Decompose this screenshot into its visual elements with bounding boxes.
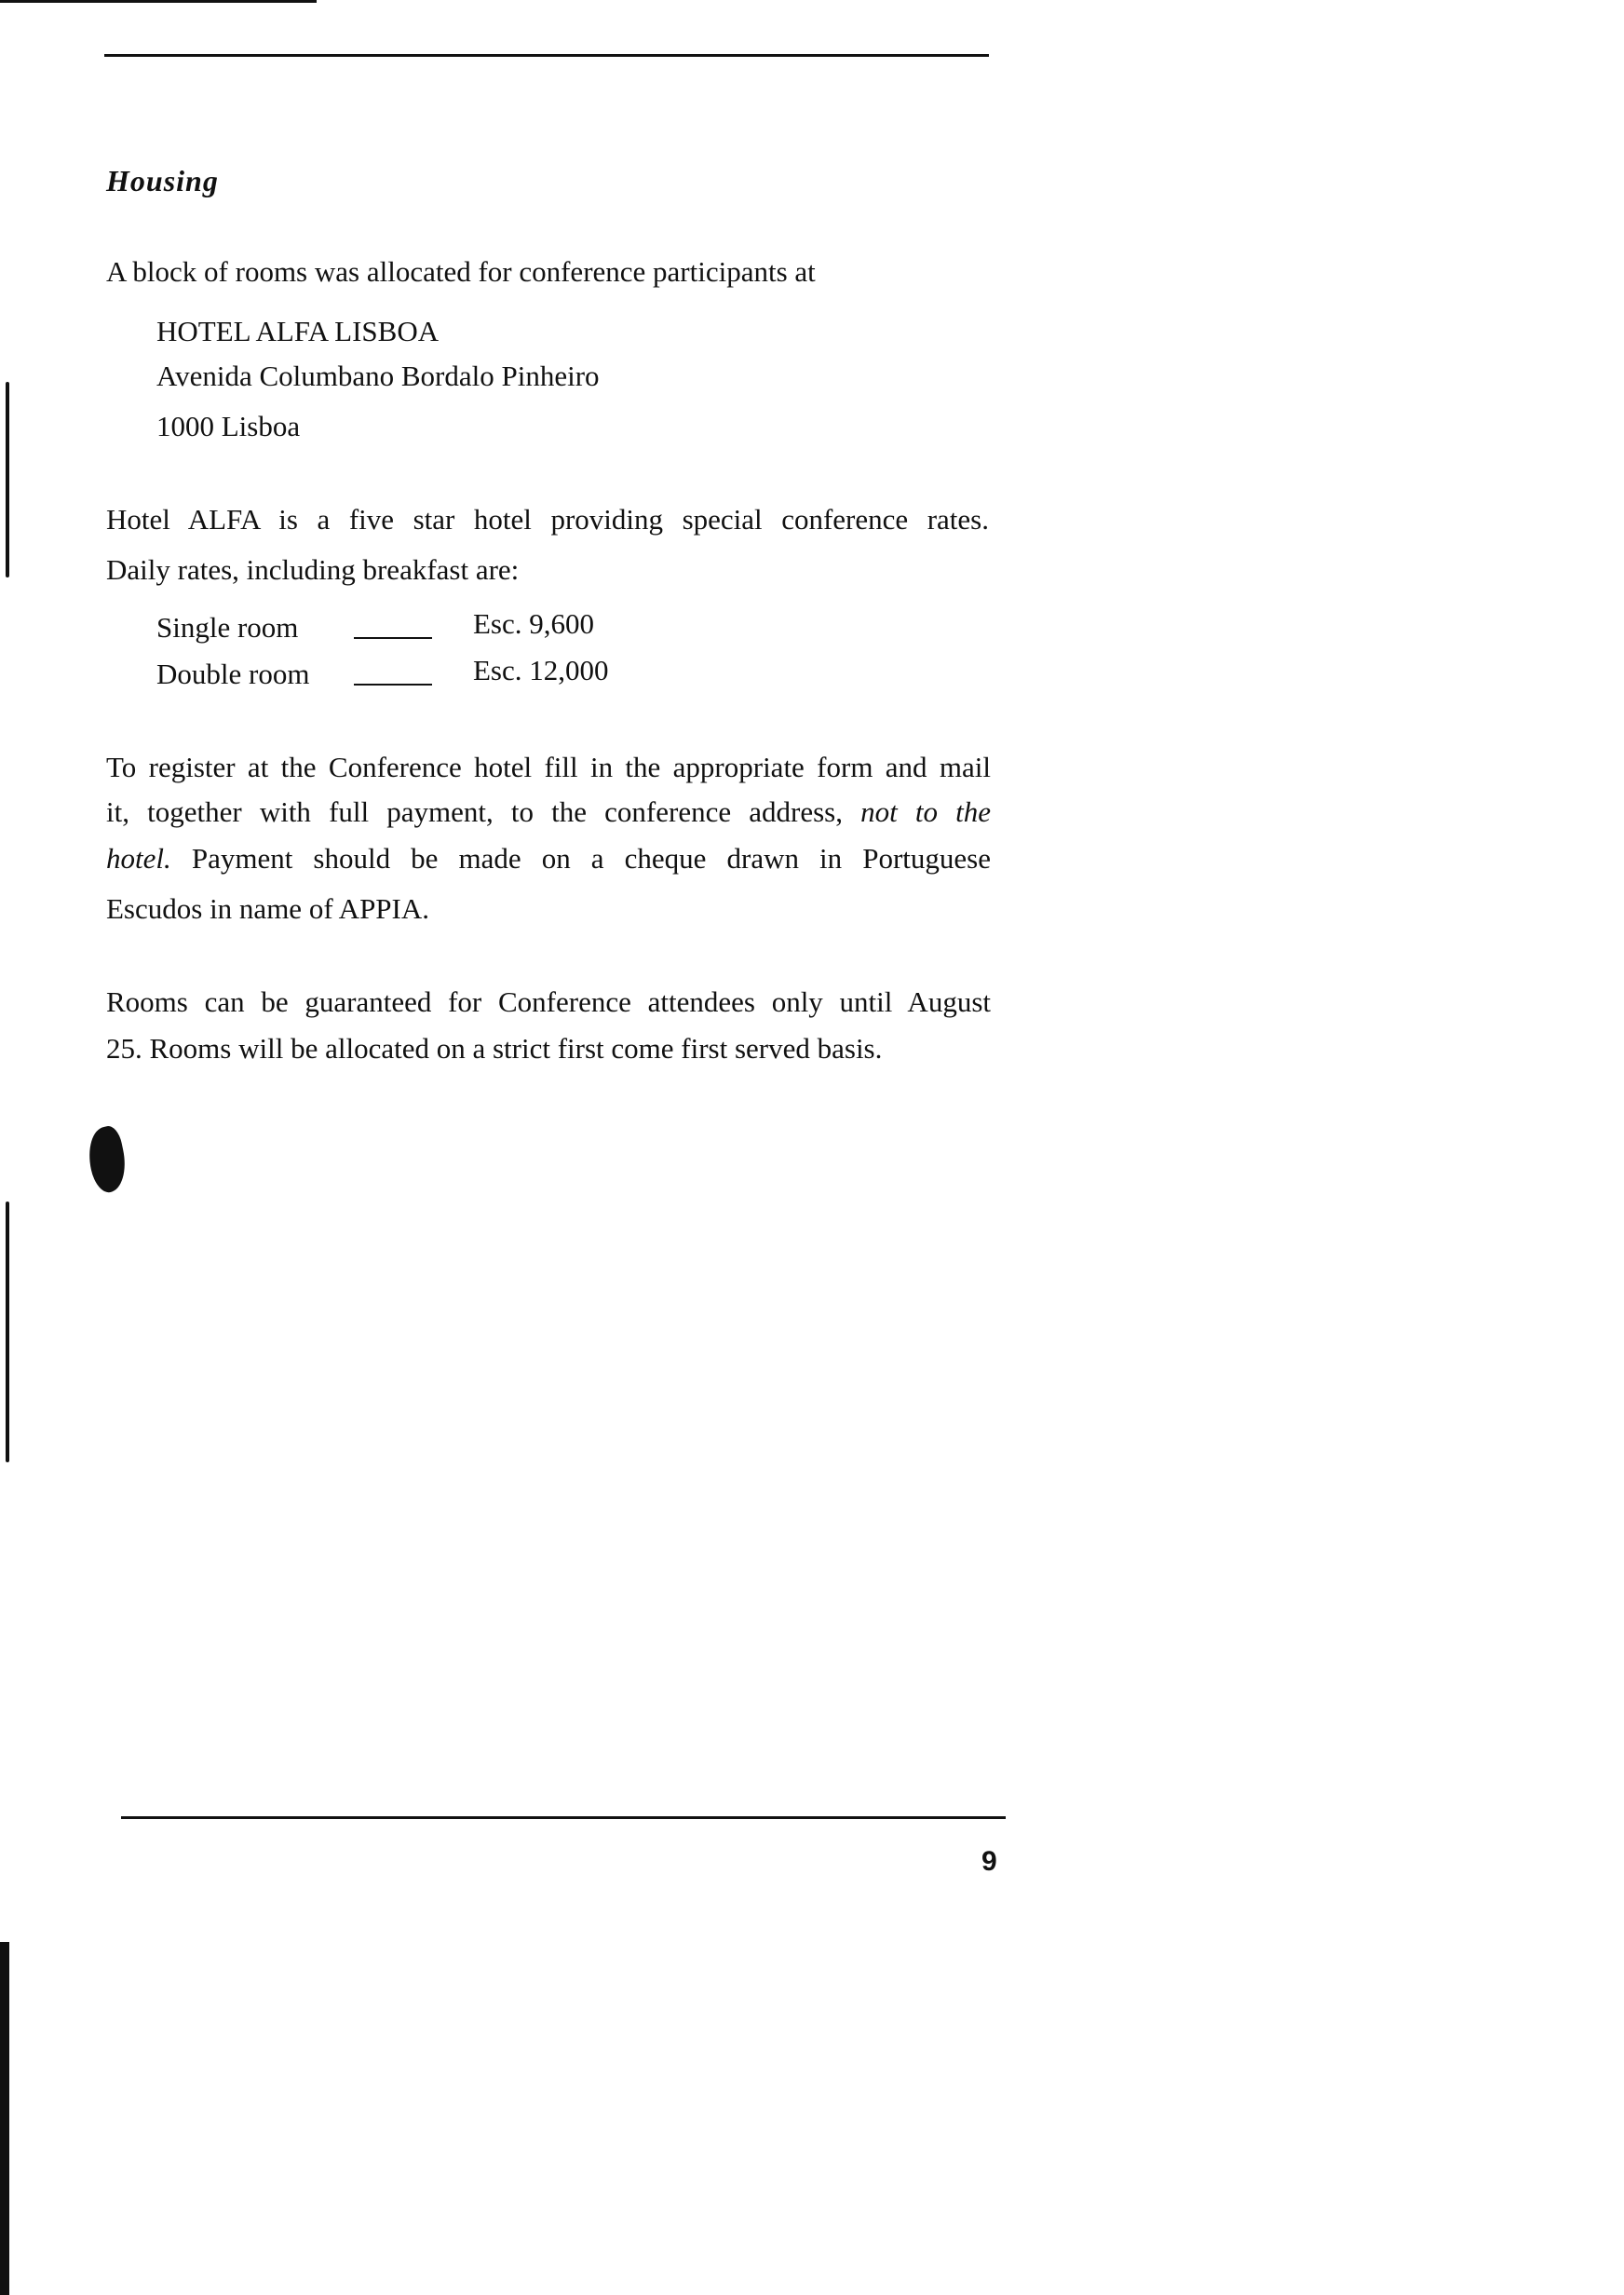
footer-rule: [121, 1816, 1006, 1819]
registration-line: To register at the Conference hotel fill in the appropriate form and mail: [106, 751, 991, 783]
page-number: 9: [981, 1846, 997, 1877]
registration-line: Escudos in name of APPIA.: [106, 892, 430, 925]
rates-intro-line: Hotel ALFA is a five star hotel providing special conference rates.: [106, 503, 989, 536]
ink-blot: [83, 1124, 131, 1195]
room-type: Double room: [156, 658, 310, 690]
registration-text: it, together with full payment, to the conference address,: [106, 795, 843, 828]
room-type: Single room: [156, 611, 299, 644]
leader-line: [354, 637, 432, 639]
section-heading: Housing: [106, 164, 219, 197]
leader-line: [354, 684, 432, 686]
binding-mark: [0, 1942, 9, 2295]
room-price: Esc. 9,600: [473, 607, 595, 640]
room-price: Esc. 12,000: [473, 654, 609, 686]
deadline-line: 25. Rooms will be allocated on a strict first come first served basis.: [106, 1032, 883, 1065]
header-rule: [104, 54, 989, 57]
scan-edge-mark: [0, 0, 317, 3]
rates-intro-line: Daily rates, including breakfast are:: [106, 553, 520, 586]
hotel-city: 1000 Lisboa: [156, 410, 301, 442]
registration-emphasis: hotel.: [106, 842, 171, 875]
registration-line: [106, 797, 991, 826]
hotel-street: Avenida Columbano Bordalo Pinheiro: [156, 360, 600, 392]
binding-mark: [6, 1202, 9, 1462]
intro-text: A block of rooms was allocated for conference participants at: [106, 255, 816, 288]
hotel-name: HOTEL ALFA LISBOA: [156, 315, 440, 347]
binding-mark: [6, 382, 9, 577]
registration-line: [106, 844, 991, 873]
registration-emphasis: not to the: [860, 795, 991, 828]
registration-text: Payment should be made on a cheque drawn in Portuguese: [191, 842, 992, 875]
deadline-line: Rooms can be guaranteed for Conference attendees only until August: [106, 985, 991, 1018]
